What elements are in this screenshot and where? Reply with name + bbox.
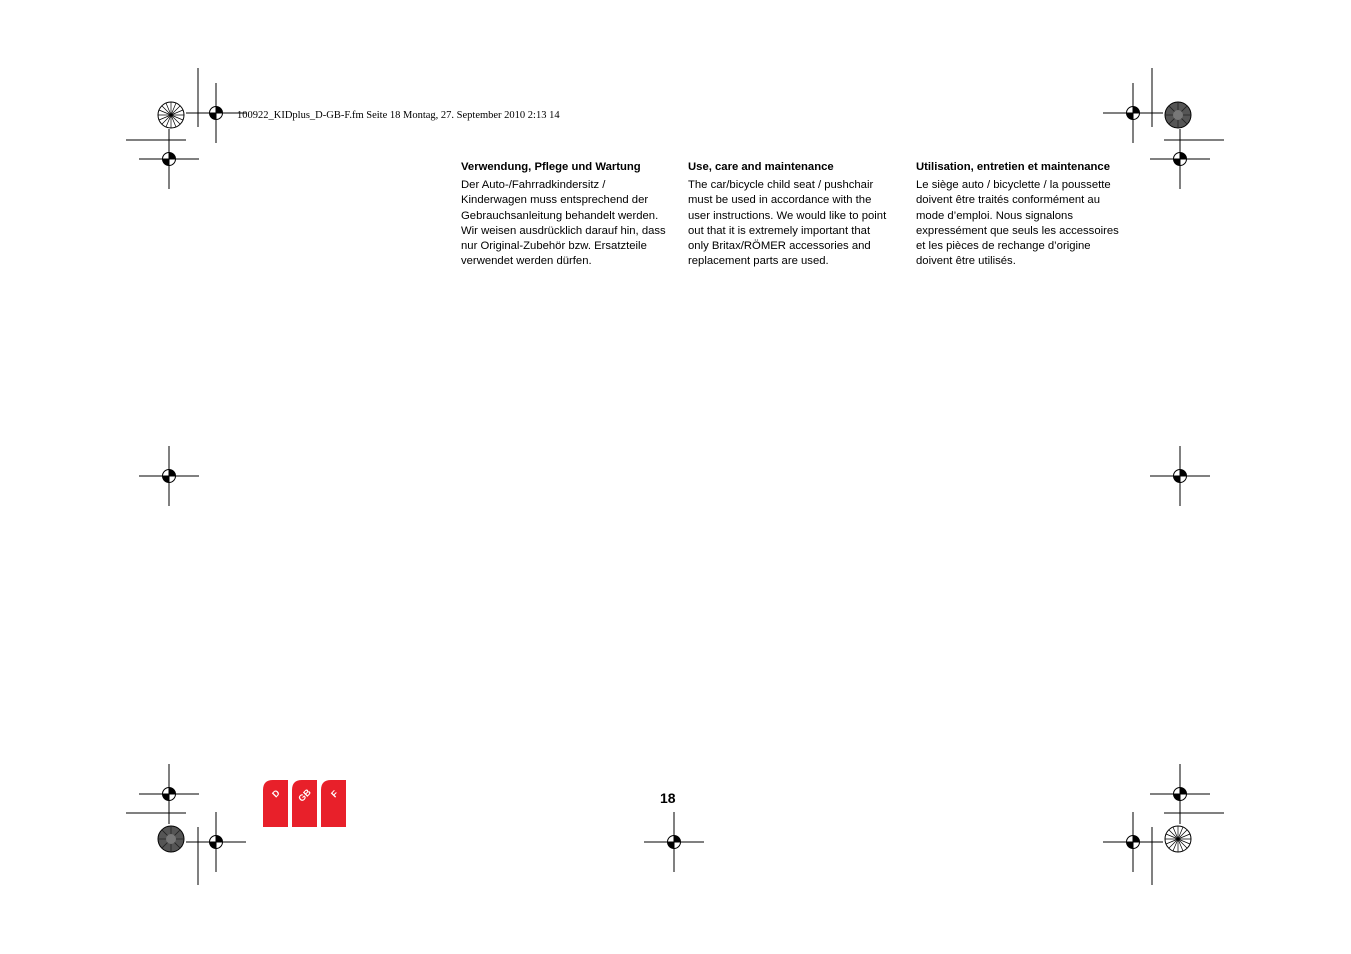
column-german [461, 160, 666, 269]
registration-mark-icon [1150, 129, 1210, 189]
section-body: The car/bicycle child seat / pushchair must be used in accordance with the user instructions. We would like to point out that it is extremely important that only Britax/RÖMER accessories and replacement parts are used. [688, 179, 887, 268]
registration-mark-icon [186, 812, 246, 872]
registration-mark-icon [139, 764, 199, 824]
registration-mark-icon [139, 446, 199, 506]
language-tab-gb [292, 780, 317, 827]
column-french [916, 160, 1121, 269]
svg-text:F: F [329, 788, 341, 800]
color-wheel-icon [1165, 826, 1191, 852]
svg-text:GB: GB [296, 786, 313, 804]
color-wheel-icon [158, 102, 184, 128]
color-wheel-icon [158, 826, 184, 852]
section-heading: Utilisation, entretien et maintenance [916, 161, 1110, 173]
registration-mark-icon [1103, 83, 1163, 143]
file-info-header: 100922_KIDplus_D-GB-F.fm Seite 18 Montag, 27. September 2010 2:13 14 [237, 110, 560, 121]
section-body: Der Auto-/Fahrradkindersitz / Kinderwagen muss entsprechend der Gebrauchsanleitung behandelt werden. Wir weisen ausdrücklich darauf hin, dass nur Original-Zubehör bzw. Ersatzteile verwendet werden dürfen. [461, 179, 666, 268]
svg-text:D: D [270, 787, 282, 800]
registration-mark-icon [1150, 764, 1210, 824]
color-wheel-icon [1165, 102, 1191, 128]
section-body: Le siège auto / bicyclette / la poussette doivent être traités conformément au mode d’emploi. Nous signalons expressément que seuls les accessoires et les pièces de rechange d’origine doivent être utilisés. [916, 179, 1119, 268]
registration-mark-icon [1150, 446, 1210, 506]
registration-mark-icon [1103, 812, 1163, 872]
column-english [688, 160, 893, 269]
language-tab-d [263, 780, 288, 827]
registration-mark-icon [139, 129, 199, 189]
language-tab-f [321, 780, 346, 827]
section-heading: Use, care and maintenance [688, 161, 834, 173]
section-heading: Verwendung, Pflege und Wartung [461, 161, 641, 173]
registration-mark-icon [644, 812, 704, 872]
page-number: 18 [660, 790, 676, 806]
